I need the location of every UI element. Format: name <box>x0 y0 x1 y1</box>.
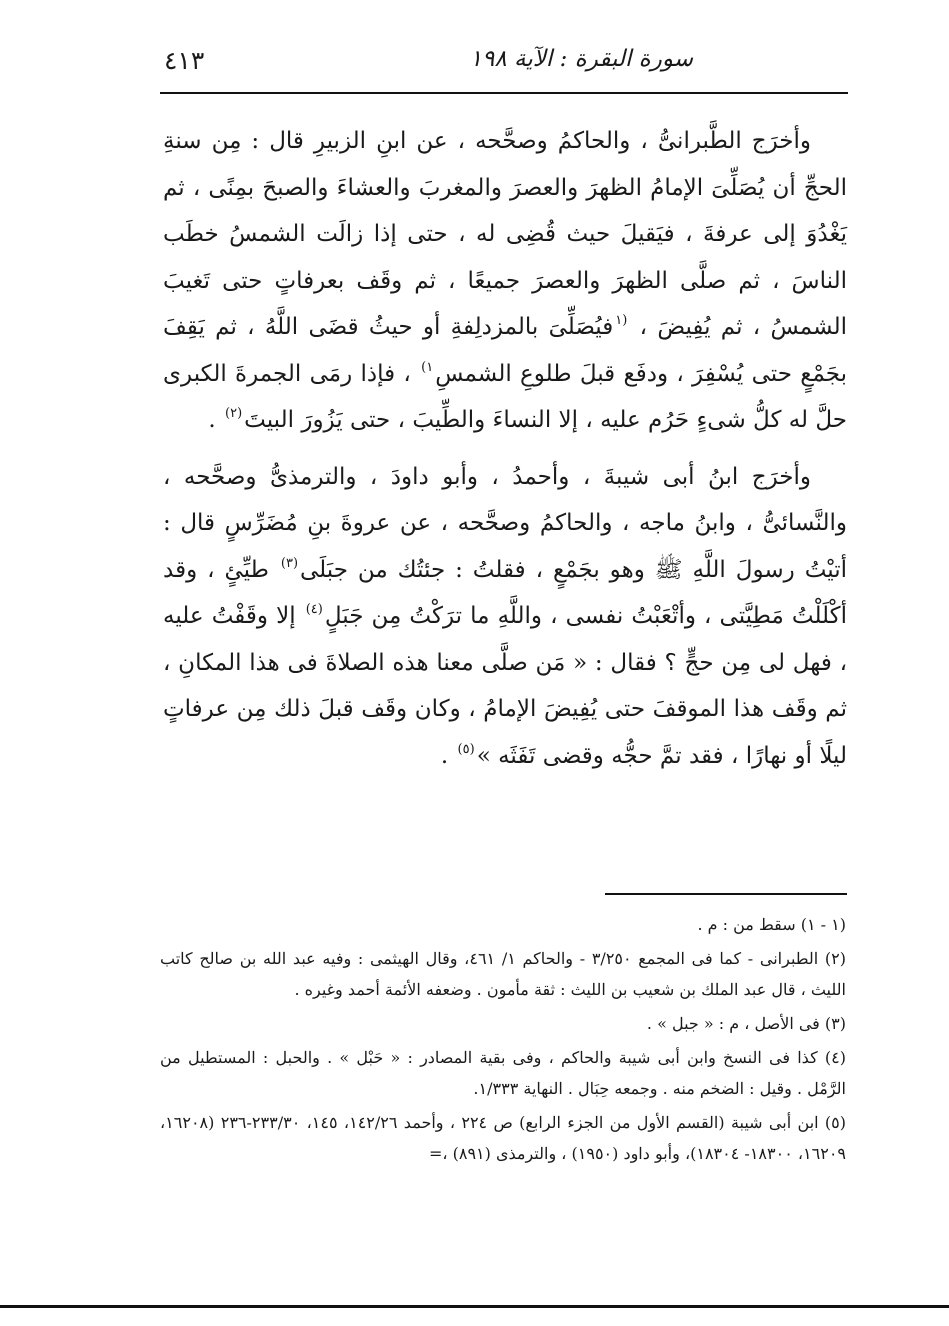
paragraph-text: وأخرَج الطَّبرانىُّ ، والحاكمُ وصحَّحه ، عن ابنِ الزبيرِ قال : مِن سنةِ الحجِّ أن يُصَلِّىَ الإمامُ الظهرَ والعصرَ والمغربَ والعشاءَ والصبحَ بمِنًى ، ثم يَغْدُوَ إلى عرفةَ ، فيَقيلَ حيث قُضِى له ، حتى إذا زالَت الشمسُ خطَب الناسَ ، ثم صلَّى الظهرَ والعصرَ جميعًا ، ثم وقَف بعرفاتٍ حتى تَغيبَ الشمسُ ، ثم يُفِيضَ ، <box>163 128 847 340</box>
footnote-ref: (١ <box>615 313 628 328</box>
footnote-ref: (٣) <box>280 555 299 571</box>
page-number: ٤١٣ <box>164 46 205 75</box>
main-text <box>163 118 847 779</box>
footnote-separator <box>605 893 847 895</box>
page-header <box>160 40 848 90</box>
paragraph-end: . <box>208 407 216 433</box>
paragraph-text: إلا وقَفْتُ عليه ، فهل لى مِن حجٍّ ؟ فقال : « مَن صلَّى معنا هذه الصلاةَ فى هذا المكانِ ، ثم وقَف هذا الموقفَ حتى يُفِيضَ الإمامُ ، وكان وقَف قبلَ ذلك مِن عرفاتٍ ليلًا أو نهارًا ، فقد تمَّ حجُّه وقضى تَفَثَه » <box>163 603 847 769</box>
paragraph-text: ، فإذا رمَى الجمرةَ الكبرى حلَّ له كلُّ شىءٍ حَرُم عليه ، إلا النساءَ والطِّيبَ ، حتى يَزُورَ البيتَ <box>163 360 847 433</box>
footnote: (٤) كذا فى النسخ وابن أبى شيبة والحاكم ، وفى بقية المصادر : « حَبْل » . والحبل : المستطيل من الرَّمْل . وقيل : الضخم منه . وجمعه حِبَال . النهاية ١/٣٣٣. <box>160 1048 846 1098</box>
footnote: (٥) ابن أبى شيبة (القسم الأول من الجزء الرابع) ص ٢٢٤ ، وأحمد ١٤٢/٢٦، ١٤٥، ٢٣٣/٣٠-٢٣٦ (١٦٢٠٨، ١٦٢٠٩، ١٨٣٠٠- ١٨٣٠٤)، وأبو داود (١٩٥٠) ، والترمذى (٨٩١) ،= <box>160 1113 847 1163</box>
paragraph-text: طيِّئٍ ، وقد أكْلَلْتُ مَطِيَّتى ، وأتْعَبْتُ نفسى ، واللَّهِ ما ترَكْتُ مِن جَبَلٍ <box>163 556 848 629</box>
footnote: (٢) الطبرانى - كما فى المجمع ٣/٢٥٠ - والحاكم ١/ ٤٦١، وقال الهيثمى : وفيه عبد الله بن صالح كاتب الليث ، قال عبد الملك بن شعيب بن الليث : ثقة مأمون . وضعفه الأئمة أحمد وغيره . <box>160 949 846 999</box>
paragraph-2 <box>163 454 847 780</box>
scan-edge <box>0 1305 949 1308</box>
footnote-ref: (٢) <box>225 406 243 421</box>
paragraph-end: . <box>440 742 449 769</box>
paragraph-text: وأخرَج ابنُ أبى شيبةَ ، وأحمدُ ، وأبو داودَ ، والترمذىُّ وصحَّحه ، والنَّسائىُّ ، وابنُ ماجه ، والحاكمُ وصحَّحه ، عن عروةَ بنِ مُضَرِّسٍ قال : أتيْتُ رسولَ اللَّهِ ﷺ وهو بجَمْعٍ ، فقلتُ : جئتُك من جبَلَى <box>163 463 848 583</box>
footnotes <box>160 909 846 1172</box>
header-rule <box>160 92 848 94</box>
footnote-ref: ١) <box>421 359 434 375</box>
footnote: (٣) فى الأصل ، م : « جبل » . <box>646 1014 846 1033</box>
footnote-ref: (٤) <box>305 602 323 617</box>
running-title: سورة البقرة : الآية ١٩٨ <box>469 46 693 72</box>
footnote-ref: (٥) <box>457 741 475 757</box>
footnote: (١ - ١) سقط من : م . <box>697 915 846 934</box>
paragraph-1 <box>163 118 847 444</box>
paragraph-text: فيُصَلِّىَ بالمزدلِفةِ أو حيثُ قضَى اللَّهُ ، ثم يَقِفَ بجَمْعٍ حتى يُسْفِرَ ، ودفَع قبلَ طلوعِ الشمسِ <box>163 314 847 387</box>
